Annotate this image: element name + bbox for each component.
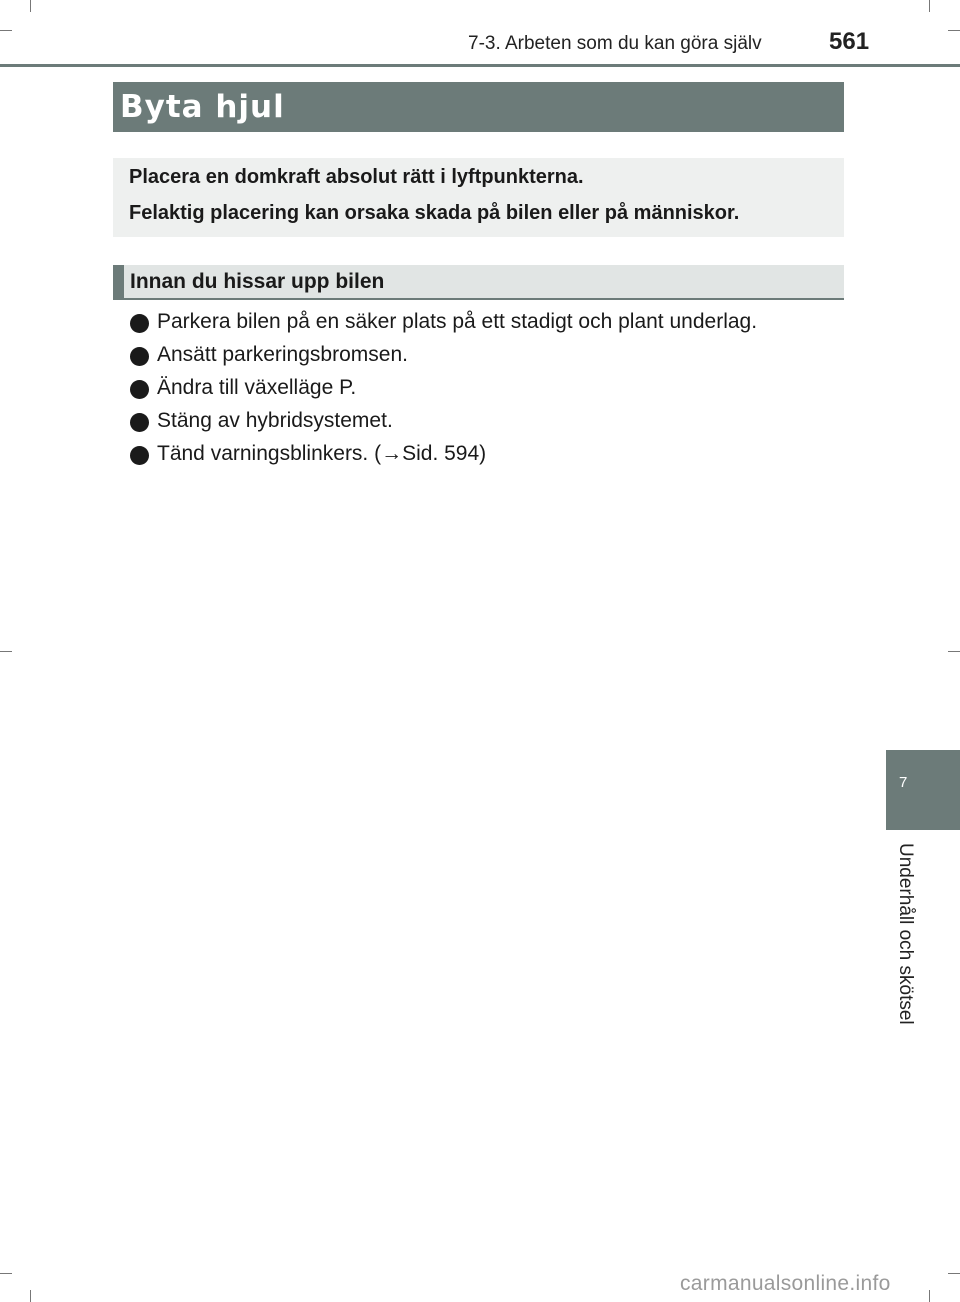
chapter-label: Underhåll och skötsel [895, 843, 916, 1025]
list-item-text: Ändra till växelläge P. [157, 376, 357, 399]
header-divider [0, 64, 960, 67]
list-item-text: Parkera bilen på en säker plats på ett stadigt och plant underlag. [157, 310, 758, 333]
list-item-text: Tänd varningsblinkers. (→Sid. 594) [157, 442, 487, 465]
crop-mark [948, 30, 960, 31]
watermark: carmanualsonline.info [680, 1272, 891, 1295]
crop-mark [30, 1290, 31, 1302]
bullet-icon [130, 380, 149, 399]
warning-box [113, 158, 844, 237]
crop-mark [948, 651, 960, 652]
section-heading: Innan du hissar upp bilen [130, 270, 385, 293]
section-header-bar [113, 265, 124, 298]
crop-mark [929, 0, 930, 12]
crop-mark [929, 1290, 930, 1302]
bullet-icon [130, 413, 149, 432]
warning-text-line-1: Placera en domkraft absolut rätt i lyftpunkterna. [129, 166, 584, 188]
page-number: 561 [829, 28, 870, 55]
warning-text-line-2: Felaktig placering kan orsaka skada på bilen eller på människor. [129, 202, 740, 224]
crop-mark [0, 30, 12, 31]
chapter-tab [886, 750, 960, 830]
crop-mark [30, 0, 31, 12]
list-item-text: Stäng av hybridsystemet. [157, 409, 393, 432]
bullet-icon [130, 314, 149, 333]
list-item-text: Ansätt parkeringsbromsen. [157, 343, 408, 366]
section-header [113, 265, 844, 300]
title-banner [113, 82, 844, 132]
bullet-icon [130, 446, 149, 465]
page-title: Byta hjul [120, 89, 285, 125]
chapter-number: 7 [899, 774, 908, 791]
crop-mark [0, 651, 12, 652]
bullet-icon [130, 347, 149, 366]
crop-mark [948, 1273, 960, 1274]
running-header-title: 7-3. Arbeten som du kan göra själv [468, 33, 762, 54]
crop-mark [0, 1273, 12, 1274]
